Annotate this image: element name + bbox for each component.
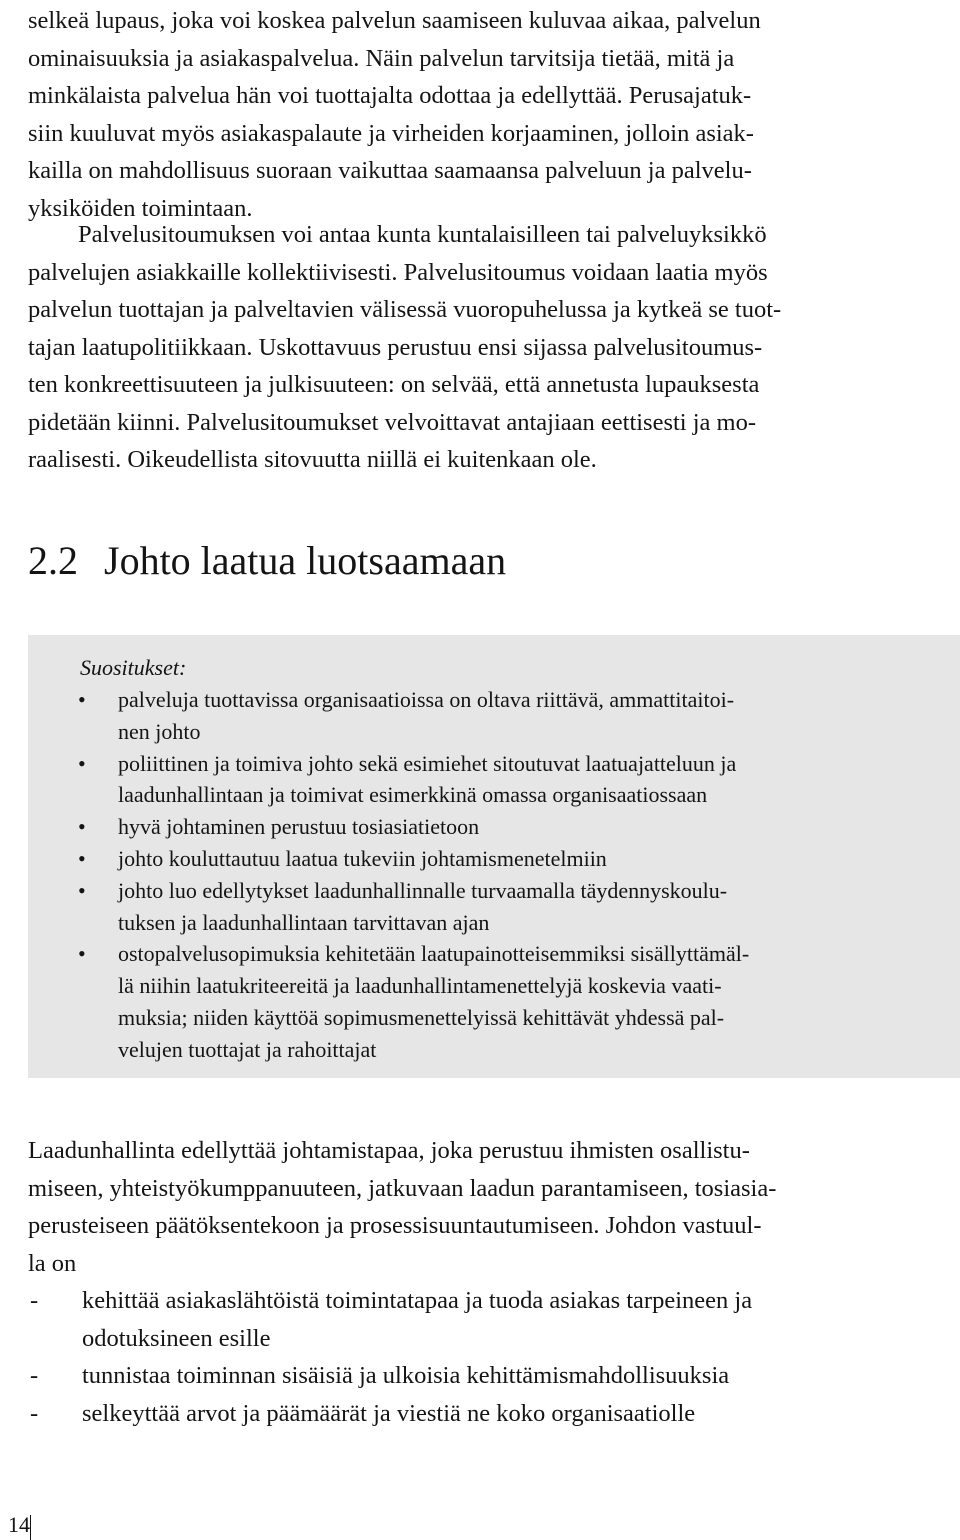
text-line: la on [28, 1249, 77, 1277]
list-item [28, 875, 749, 939]
responsibilities-list [28, 1282, 960, 1432]
bullet-marker: • [78, 814, 86, 840]
page-number: 14 [0, 1510, 30, 1540]
recommendations-box [28, 635, 960, 1078]
section-number: 2.2 [28, 538, 78, 583]
text-line: minkälaista palvelua hän voi tuottajalta odottaa ja edellyttää. Perusajatuk- [28, 82, 752, 109]
recommendations-list [28, 684, 749, 1066]
text-line: kailla on mahdollisuus suoraan vaikuttaa saamaansa palveluun ja palvelu- [28, 157, 752, 184]
dash-marker: - [30, 1287, 39, 1314]
text-line: Laadunhallinta edellyttää johtamistapaa, joka perustuu ihmisten osallistu- [28, 1137, 750, 1164]
text-line: ten konkreettisuuteen ja julkisuuteen: on selvää, että annetusta lupauksesta [28, 371, 760, 398]
list-item [28, 1282, 960, 1357]
intro-paragraph [28, 2, 958, 227]
list-item-line: hyvä johtaminen perustuu tosiasiatietoon [118, 814, 480, 840]
list-item [28, 1357, 960, 1395]
list-item-line: velujen tuottajat ja rahoittajat [118, 1036, 377, 1062]
text-line: perusteiseen päätöksentekoon ja prosessisuuntautumiseen. Johdon vastuul- [28, 1212, 762, 1239]
list-item-line: nen johto [118, 718, 201, 744]
list-item-line: johto kouluttautuu laatua tukeviin johtamismenetelmiin [118, 845, 607, 871]
bullet-marker: • [78, 687, 86, 712]
bullet-marker: • [78, 750, 86, 776]
bullet-marker: • [78, 845, 86, 871]
list-item-line: odotuksineen esille [82, 1324, 271, 1352]
list-item-line: tuksen ja laadunhallintaan tarvittavan ajan [118, 909, 490, 935]
list-item-line: ostopalvelusopimuksia kehitetään laatupainotteisemmiksi sisällyttämäl- [118, 941, 750, 967]
text-line: ominaisuuksia ja asiakaspalvelua. Näin palvelun tarvitsija tietää, mitä ja [28, 44, 735, 72]
section-title: Johto laatua luotsaamaan [104, 538, 507, 583]
dash-marker: - [30, 1399, 39, 1427]
list-item [28, 938, 749, 1065]
list-item-line: muksia; niiden käyttöä sopimusmenettelyissä kehittävät yhdessä pal- [118, 1004, 725, 1030]
list-item-line: tunnistaa toiminnan sisäisiä ja ulkoisia kehittämismahdollisuuksia [82, 1362, 730, 1389]
bullet-marker: • [78, 941, 86, 967]
text-line: siin kuuluvat myös asiakaspalaute ja virheiden korjaaminen, jolloin asiak- [28, 119, 754, 147]
recommendations-title: Suositukset: [80, 655, 187, 680]
second-paragraph [28, 216, 958, 479]
list-item [28, 843, 749, 875]
text-line: selkeä lupaus, joka voi koskea palvelun saamiseen kuluvaa aikaa, palvelun [28, 7, 761, 34]
list-item-line: poliittinen ja toimiva johto sekä esimiehet sitoutuvat laatuajatteluun ja [118, 750, 737, 776]
list-item-line: johto luo edellytykset laadunhallinnalle turvaamalla täydennyskoulu- [118, 877, 728, 903]
closing-paragraph [28, 1132, 958, 1282]
text-line: pidetään kiinni. Palvelusitoumukset velvoittavat antajiaan eettisesti ja mo- [28, 408, 757, 436]
list-item-line: selkeyttää arvot ja päämäärät ja viestiä ne koko organisaatiolle [82, 1399, 696, 1427]
list-item-line: palveluja tuottavissa organisaatioissa on oltava riittävä, ammattitaitoi- [118, 687, 735, 712]
list-item-line: laadunhallintaan ja toimivat esimerkkinä omassa organisaatiossaan [118, 782, 708, 808]
list-item [28, 811, 749, 843]
text-line: palvelujen asiakkaille kollektiivisesti. Palvelusitoumus voidaan laatia myös [28, 258, 768, 286]
text-line: raalisesti. Oikeudellista sitovuutta niillä ei kuitenkaan ole. [28, 446, 597, 473]
text-line: Palvelusitoumuksen voi antaa kunta kuntalaisilleen tai palveluyksikkö [78, 221, 767, 248]
list-item-line: lä niihin laatukriteereitä ja laadunhallintamenettelyjä koskevia vaati- [118, 973, 722, 999]
list-item [28, 748, 749, 812]
text-line: yksiköiden toimintaan. [28, 194, 253, 222]
dash-marker: - [30, 1362, 39, 1389]
bullet-marker: • [78, 877, 86, 903]
list-item-line: kehittää asiakaslähtöistä toimintatapaa ja tuoda asiakas tarpeineen ja [82, 1287, 753, 1314]
list-item [28, 1395, 960, 1433]
list-item [28, 684, 749, 748]
text-line: palvelun tuottajan ja palveltavien välisessä vuoropuhelussa ja kytkeä se tuot- [28, 296, 782, 323]
text-line: miseen, yhteistyökumppanuuteen, jatkuvaan laadun parantamiseen, tosiasia- [28, 1174, 777, 1202]
text-line: tajan laatupolitiikkaan. Uskottavuus perustuu ensi sijassa palvelusitoumus- [28, 333, 763, 361]
section-heading [28, 533, 506, 589]
margin-rule [30, 1515, 31, 1540]
